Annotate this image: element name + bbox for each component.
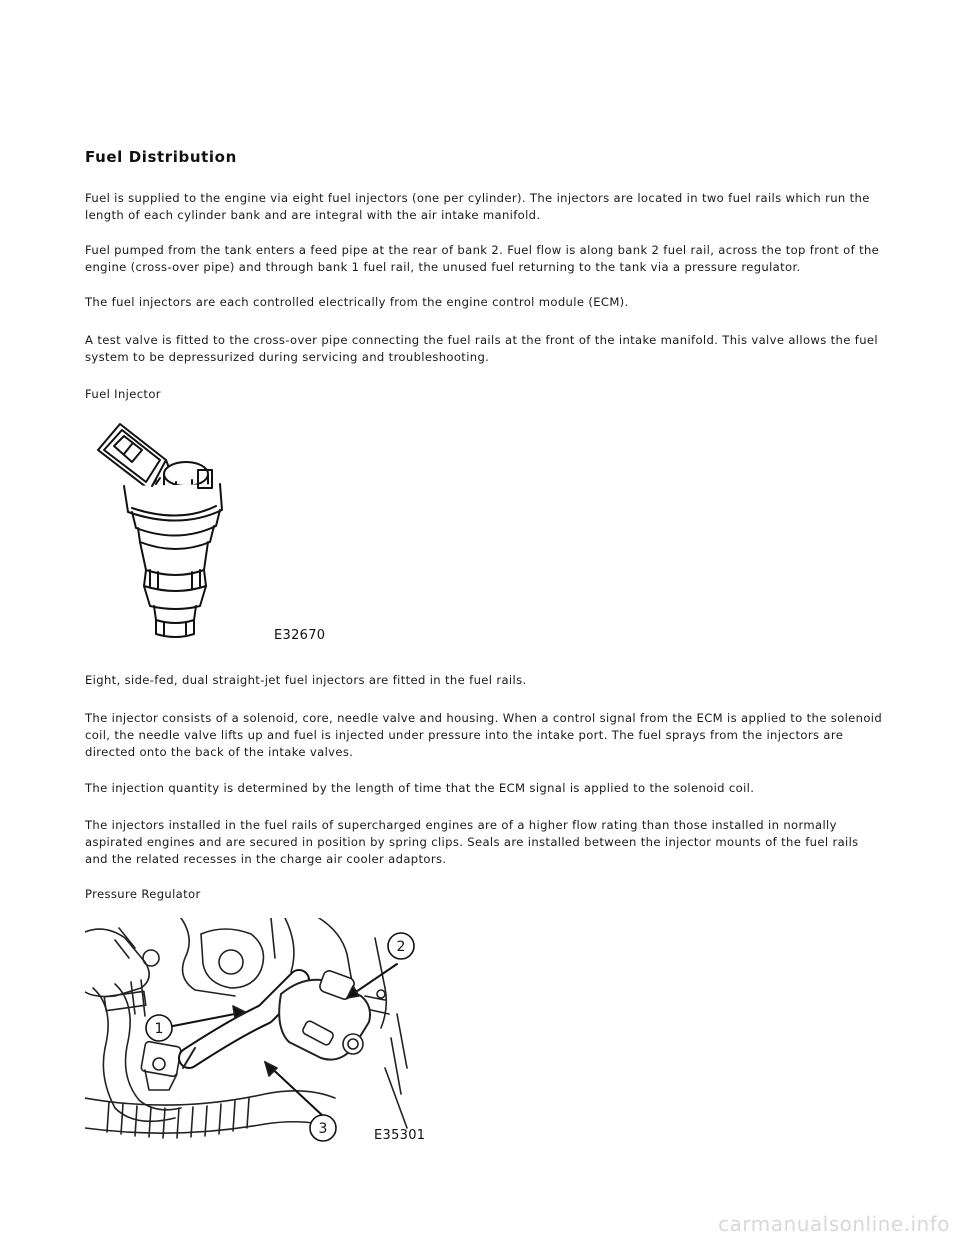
watermark: carmanualsonline.info: [718, 1212, 950, 1236]
callout-2: 2: [396, 939, 406, 955]
paragraph-fuel-flow: Fuel pumped from the tank enters a feed pipe at the rear of bank 2. Fuel flow is along bank 2 fuel rail, across the top front of the engine (cross-over pipe) and through bank 1 fuel rail, the unused fuel returning to the tank via a pressure regulator.: [85, 243, 880, 274]
paragraph-fuel-supply: Fuel is supplied to the engine via eight fuel injectors (one per cylinder). The injectors are located in two fuel rails which run the length of each cylinder bank and are integral with the air intake manifold.: [85, 191, 870, 222]
figure-code-injector: E32670: [274, 628, 326, 643]
paragraph-supercharged-injectors: The injectors installed in the fuel rails of supercharged engines are of a higher flow rating than those installed in normally aspirated engines and are secured in position by spring clips. Seals are installed between the injector mounts of the fuel rails and the related recesses in the charge air cooler adaptors.: [85, 818, 859, 866]
callout-3: 3: [318, 1121, 328, 1137]
figure-code-regulator: E35301: [374, 1128, 426, 1143]
paragraph-injector-operation: The injector consists of a solenoid, core, needle valve and housing. When a control signal from the ECM is applied to the solenoid coil, the needle valve lifts up and fuel is injected under pressure into the intake port. The fuel sprays from the injectors are directed onto the back of the intake valves.: [85, 711, 883, 759]
subheading-pressure-regulator: Pressure Regulator: [85, 887, 201, 901]
paragraph-injector-type: Eight, side-fed, dual straight-jet fuel injectors are fitted in the fuel rails.: [85, 673, 527, 687]
pressure-regulator-illustration: [85, 918, 415, 1148]
paragraph-ecm-control: The fuel injectors are each controlled electrically from the engine control module (ECM).: [85, 295, 629, 309]
subheading-fuel-injector: Fuel Injector: [85, 387, 161, 401]
paragraph-test-valve: A test valve is fitted to the cross-over pipe connecting the fuel rails at the front of the intake manifold. This valve allows the fuel system to be depressurized during servicing and troubleshooting.: [85, 333, 878, 364]
fuel-injector-illustration: [80, 420, 280, 648]
section-title: Fuel Distribution: [85, 148, 237, 166]
paragraph-injection-quantity: The injection quantity is determined by the length of time that the ECM signal is applied to the solenoid coil.: [85, 781, 755, 795]
callout-1: 1: [154, 1021, 164, 1037]
